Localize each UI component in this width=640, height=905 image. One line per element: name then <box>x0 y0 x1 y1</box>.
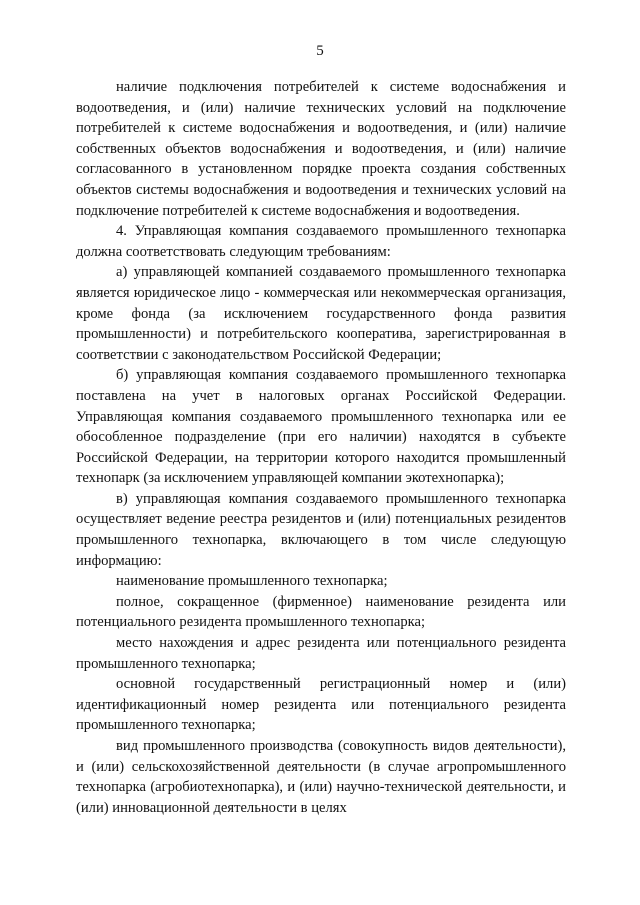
paragraph-item-a: а) управляющей компанией создаваемого промышленного технопарка является юридическое лицо - коммерческая или некоммерческая организация, кроме фонда (за исключением государственного фонда развития промышленности) и потребительского кооператива, зарегистрированная в соответствии с законодательством Российской Федерации; <box>76 264 566 363</box>
document-body <box>76 77 566 818</box>
paragraph-item-b: б) управляющая компания создаваемого промышленного технопарка поставлена на учет в налоговых органах Российской Федерации. Управляющая компания создаваемого промышленного технопарка или ее обособленное подразделение (при его наличии) находятся в субъекте Российской Федерации, на территории которого находится промышленный технопарк (за исключением управляющей компании экотехнопарка); <box>76 367 566 487</box>
page-number: 5 <box>316 43 324 59</box>
paragraph-item-v: в) управляющая компания создаваемого промышленного технопарка осуществляет ведение реестра резидентов и (или) потенциальных резидентов промышленного технопарка, включающего в том числе следующую информацию: <box>76 490 566 569</box>
list-item-registration-number: основной государственный регистрационный номер и (или) идентификационный номер резидента или потенциального резидента промышленного технопарка; <box>76 676 566 734</box>
paragraph-water-supply: наличие подключения потребителей к системе водоснабжения и водоотведения, и (или) наличие технических условий на подключение потребителей к системе водоснабжения и водоотведения, и (или) наличие собственных объектов водоснабжения и водоотведения, и (или) наличие согласованного в установленном порядке проекта создания собственных объектов системы водоснабжения и водоотведения и технических условий на подключение потребителей к системе водоснабжения и водоотведения. <box>76 79 566 219</box>
list-item-resident-address: место нахождения и адрес резидента или потенциального резидента промышленного технопарка; <box>76 635 566 672</box>
list-item-resident-name: полное, сокращенное (фирменное) наименование резидента или потенциального резидента промышленного технопарка; <box>76 593 566 631</box>
list-item-park-name: наименование промышленного технопарка; <box>116 573 388 590</box>
paragraph-section-4: 4. Управляющая компания создаваемого промышленного технопарка должна соответствовать следующим требованиям: <box>76 223 566 260</box>
list-item-production-type: вид промышленного производства (совокупность видов деятельности), и (или) сельскохозяйственной деятельности (в случае агропромышленного технопарка (агробиотехнопарка), и (или) научно-технической деятельности, и (или) инновационной деятельности в целях <box>76 738 566 816</box>
